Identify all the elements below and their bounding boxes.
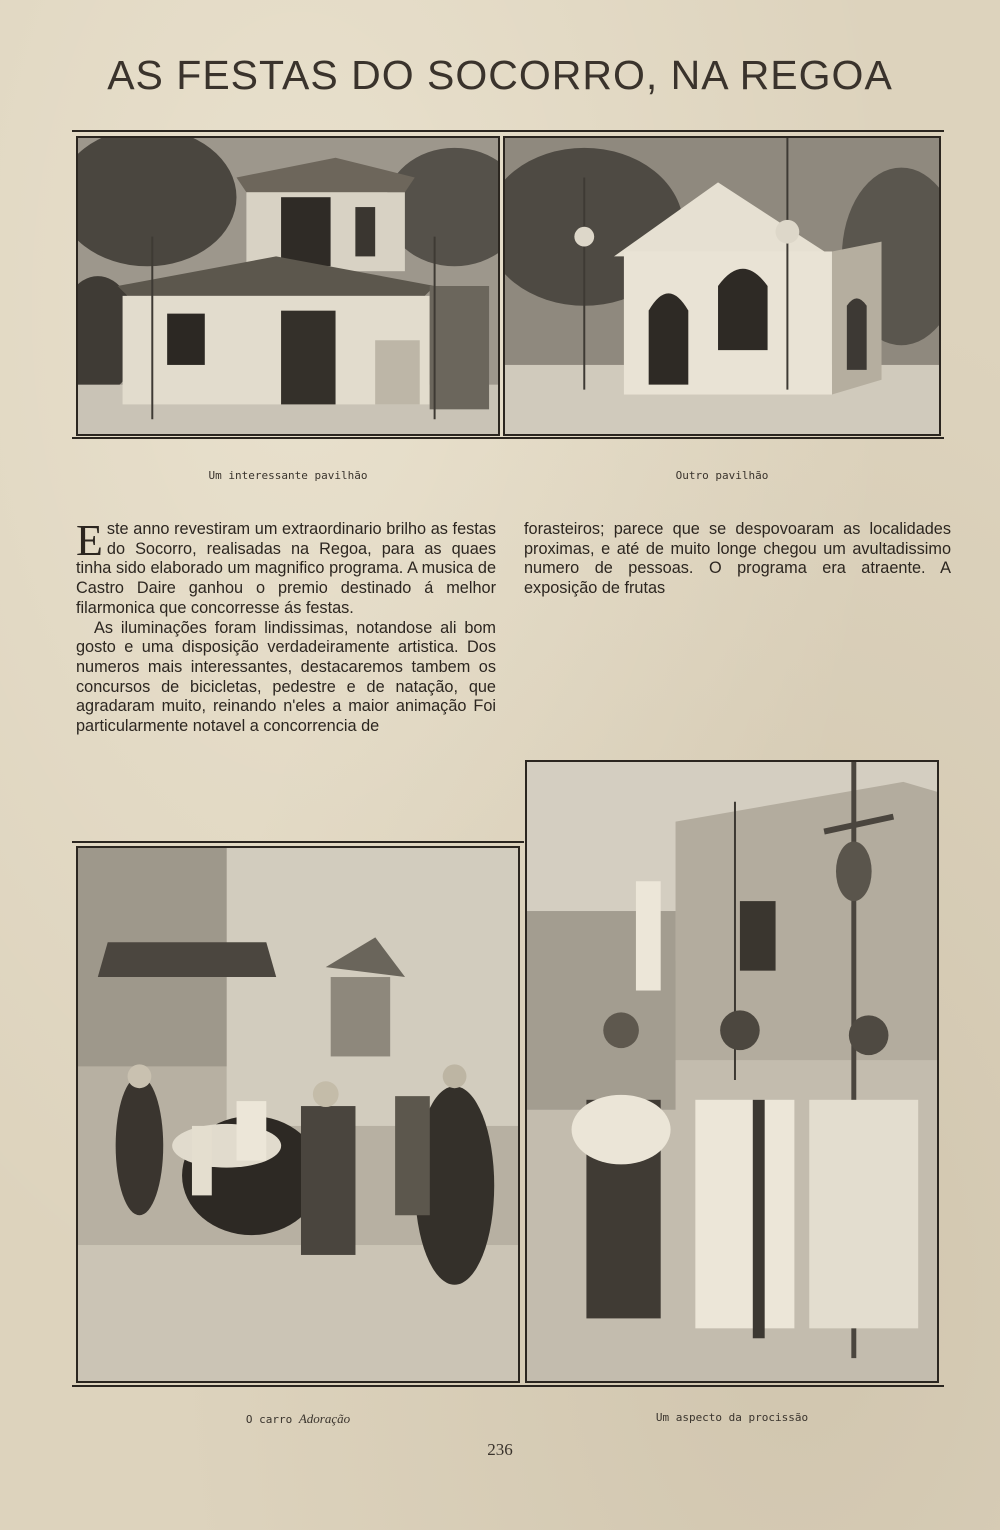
photo-pavilion-two <box>503 136 941 436</box>
top-photo-rule <box>72 130 944 132</box>
caption-procession: Um aspecto da procissão <box>655 1411 809 1424</box>
article-paragraph-2: As iluminações foram lindissimas, notandose ali bom gosto e uma disposição verdadeiramente artistica. Dos numeros mais interessantes, destacaremos tambem os concursos de bicicletas, pedestre e de natação, que agradaram muito, reinando n'eles a maior animação Foi particularmente notavel a concorrencia de <box>76 618 496 736</box>
photo-pavilion-one <box>76 136 500 436</box>
page-number: 236 <box>487 1440 513 1459</box>
bottom-photo-rule-bottom <box>72 1385 944 1387</box>
photo-procession <box>525 760 939 1383</box>
article-paragraph-3: forasteiros; parece que se despovoaram as localidades proximas, e até de muito longe chegou um avultadissimo numero de pessoas. O programa era atraente. A exposição de frutas <box>524 520 951 598</box>
caption-ox-cart-title: Adoração <box>298 1411 351 1426</box>
top-photo-rule-bottom <box>72 437 944 439</box>
caption-pavilion-two: Outro pavilhão <box>675 469 769 482</box>
article-paragraph-1: ste anno revestiram um extraordinario brilho as festas do Socorro, realisadas na Regoa, para as quaes tinha sido elaborado um magnifico programa. A musica de Castro Daire ganhou o premio destinado á melhor filarmonica que concorresse ás festas. <box>76 520 496 617</box>
procession-illustration <box>527 762 937 1381</box>
page-title: AS FESTAS DO SOCORRO, NA REGOA <box>107 52 893 98</box>
bottom-photo-rule-top <box>72 841 524 843</box>
drop-cap: E <box>76 516 103 565</box>
pavilion-one-illustration <box>78 138 498 434</box>
caption-ox-cart <box>76 1411 520 1427</box>
pavilion-two-illustration <box>505 138 939 434</box>
photo-ox-cart <box>76 846 520 1383</box>
ox-cart-illustration <box>78 848 518 1381</box>
article-column-right <box>524 520 951 599</box>
caption-ox-cart-prefix: O carro <box>245 1413 293 1426</box>
caption-pavilion-one: Um interessante pavilhão <box>208 469 368 482</box>
article-column-left <box>76 516 496 737</box>
